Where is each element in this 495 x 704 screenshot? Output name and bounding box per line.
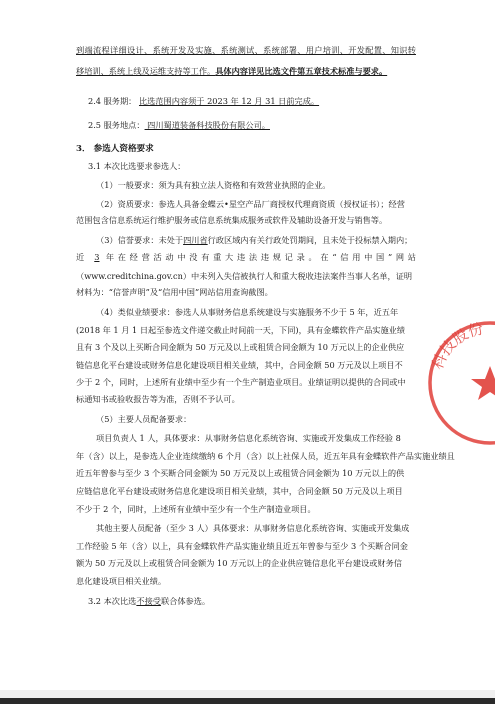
underlined-text: 3 [94, 252, 100, 262]
underlined-text: 移培训、系统上线及运维支持等工作。 [76, 66, 216, 76]
text-segment: （3）信誉要求：未处于 [96, 235, 184, 245]
text-segment: 3.1 本次比选要求参选人： [88, 161, 186, 171]
text-segment: 材料为：“信誉声明”及“信用中国”网站信用查询截图。 [76, 287, 273, 297]
svg-text:科技股份 [428, 319, 485, 372]
underlined-text: 四川省 [183, 235, 208, 245]
text-segment: 3． 参选人资格要求 [76, 144, 154, 154]
text-line [96, 433, 401, 444]
text-segment: 2.4 服务期： [88, 96, 139, 106]
text-line [76, 486, 403, 497]
text-line [76, 468, 404, 479]
text-segment: （www.creditchina.gov.cn）中未列入失信被执行人和重大税收违法案件当事人名单，证明 [76, 271, 413, 281]
text-line [76, 360, 403, 371]
text-segment: 行政区域内有关行政处罚期间，且未处于投标禁入期内； [207, 235, 413, 245]
text-line [76, 325, 405, 336]
text-line [76, 576, 166, 587]
page-bottom-bar [0, 698, 495, 704]
text-segment: （1）一般要求：须为具有独立法人资格和有效营业执照的企业。 [96, 180, 331, 190]
text-segment: (2018 年 1 月 1 日起至参选文件递交截止时间前一天，下同)，具有金蝶软件产品实施业绩 [76, 325, 406, 335]
text-line [96, 414, 191, 425]
text-line [76, 451, 455, 462]
underlined-text: 四川蜀道装备科技股份有限公司。 [144, 120, 270, 130]
text-line [76, 271, 412, 282]
text-segment: 2.5 服务地点： [88, 120, 145, 130]
text-segment: 范围包含信息系统运行维护服务或信息系统集成服务或软件及辅助设备开发与销售等。 [76, 215, 388, 225]
page-bottom-edge [0, 690, 495, 698]
text-segment: 链信息化平台建设或财务信息化建设项目相关业绩，其中，合同金额 50 万元及以上项目不 [76, 360, 403, 370]
text-segment: 标通知书或验收报告等为准，否则不予认可。 [76, 394, 240, 404]
text-segment: （4）类似业绩要求：参选人从事财务信息系统建设与实施服务不少于 5 年，近五年 [96, 307, 399, 317]
text-segment: 工作经验 5 年（含）以上，具有金蝶软件产品实施业绩且近五年曾参与至少 3 个买断合同金 [76, 541, 408, 551]
text-segment: 项目负责人 1 人，具体要求：从事财务信息化系统咨询、实施或开发集成工作经验 8 [96, 433, 401, 443]
text-line [76, 144, 154, 155]
text-line [76, 342, 404, 353]
text-line [96, 199, 405, 210]
text-segment: 不少于 2 个，同时，上述所有业绩中至少有一个生产制造业项目。 [76, 504, 316, 514]
text-segment: 额为 50 万元及以上或租赁合同金额为 10 万元以上的企业供应链信息化平台建设或财务信 [76, 558, 402, 568]
text-segment: 其他主要人员配备（至少 3 人）具体要求：从事财务信息化系统咨询、实施或开发集成 [96, 523, 410, 533]
text-line [88, 120, 270, 131]
text-segment: 且有 3 个及以上买断合同金额为 50 万元及以上或租赁合同金额为 10 万元以上的企业供应 [76, 342, 405, 352]
text-segment: （2）资质要求：参选人具备金蝶云•星空产品厂商授权代理商资质（授权证书）；经营 [96, 199, 405, 209]
text-line [76, 287, 273, 298]
text-line [76, 558, 402, 569]
text-segment: 少于 2 个，同时，上述所有业绩中至少有一个生产制造业项目。业绩证明以提供的合同或中 [76, 377, 406, 387]
text-segment: （5）主要人员配备要求： [96, 414, 192, 424]
underlined-text: 到端流程详细设计、系统开发及实施、系统测试、系统部署、用户培训、开发配置、知识转 [76, 45, 416, 55]
text-line [76, 541, 408, 552]
underlined-text: 具体内容详见比选文件第五章技术标准与要求。 [215, 66, 388, 76]
text-line [96, 235, 412, 246]
text-line [88, 161, 186, 172]
text-segment: 年（含）以上，是参选人企业连续缴纳 6 个月（含）以上社保人员，近五年具有金蝶软件产品实施业绩且 [76, 451, 455, 461]
text-line [76, 377, 406, 388]
text-line [88, 596, 210, 607]
text-line [88, 96, 319, 107]
underlined-text: 不接受 [136, 596, 161, 606]
text-line [76, 504, 316, 515]
text-line [96, 523, 409, 534]
text-segment: 3.2 本次比选 [88, 596, 137, 606]
text-line [76, 215, 387, 226]
text-segment: 息化建设项目相关业绩。 [76, 576, 167, 586]
text-segment: 年在经营活动中没有重大违法违规记录。在“信用中国”网站 [99, 252, 416, 262]
text-line [96, 307, 398, 318]
text-line [76, 66, 387, 77]
stamp-text: 科技股份 [428, 319, 486, 372]
underlined-text: 比选范围内容须于 2023 年 12 月 31 日前完成。 [138, 96, 320, 106]
text-segment: 近五年曾参与至少 3 个买断合同金额为 50 万元及以上或租赁合同金额为 10 万元以上的供 [76, 468, 405, 478]
text-segment: 近 [76, 252, 95, 262]
red-seal-stamp [425, 318, 495, 448]
text-segment: 应链信息化平台建设或财务信息化建设项目相关业绩，其中，合同金额 50 万元及以上项目 [76, 486, 403, 496]
text-line [76, 394, 240, 405]
text-segment: 联合体参选。 [160, 596, 211, 606]
text-line [96, 180, 330, 191]
text-line [76, 252, 416, 263]
text-line [76, 45, 416, 56]
